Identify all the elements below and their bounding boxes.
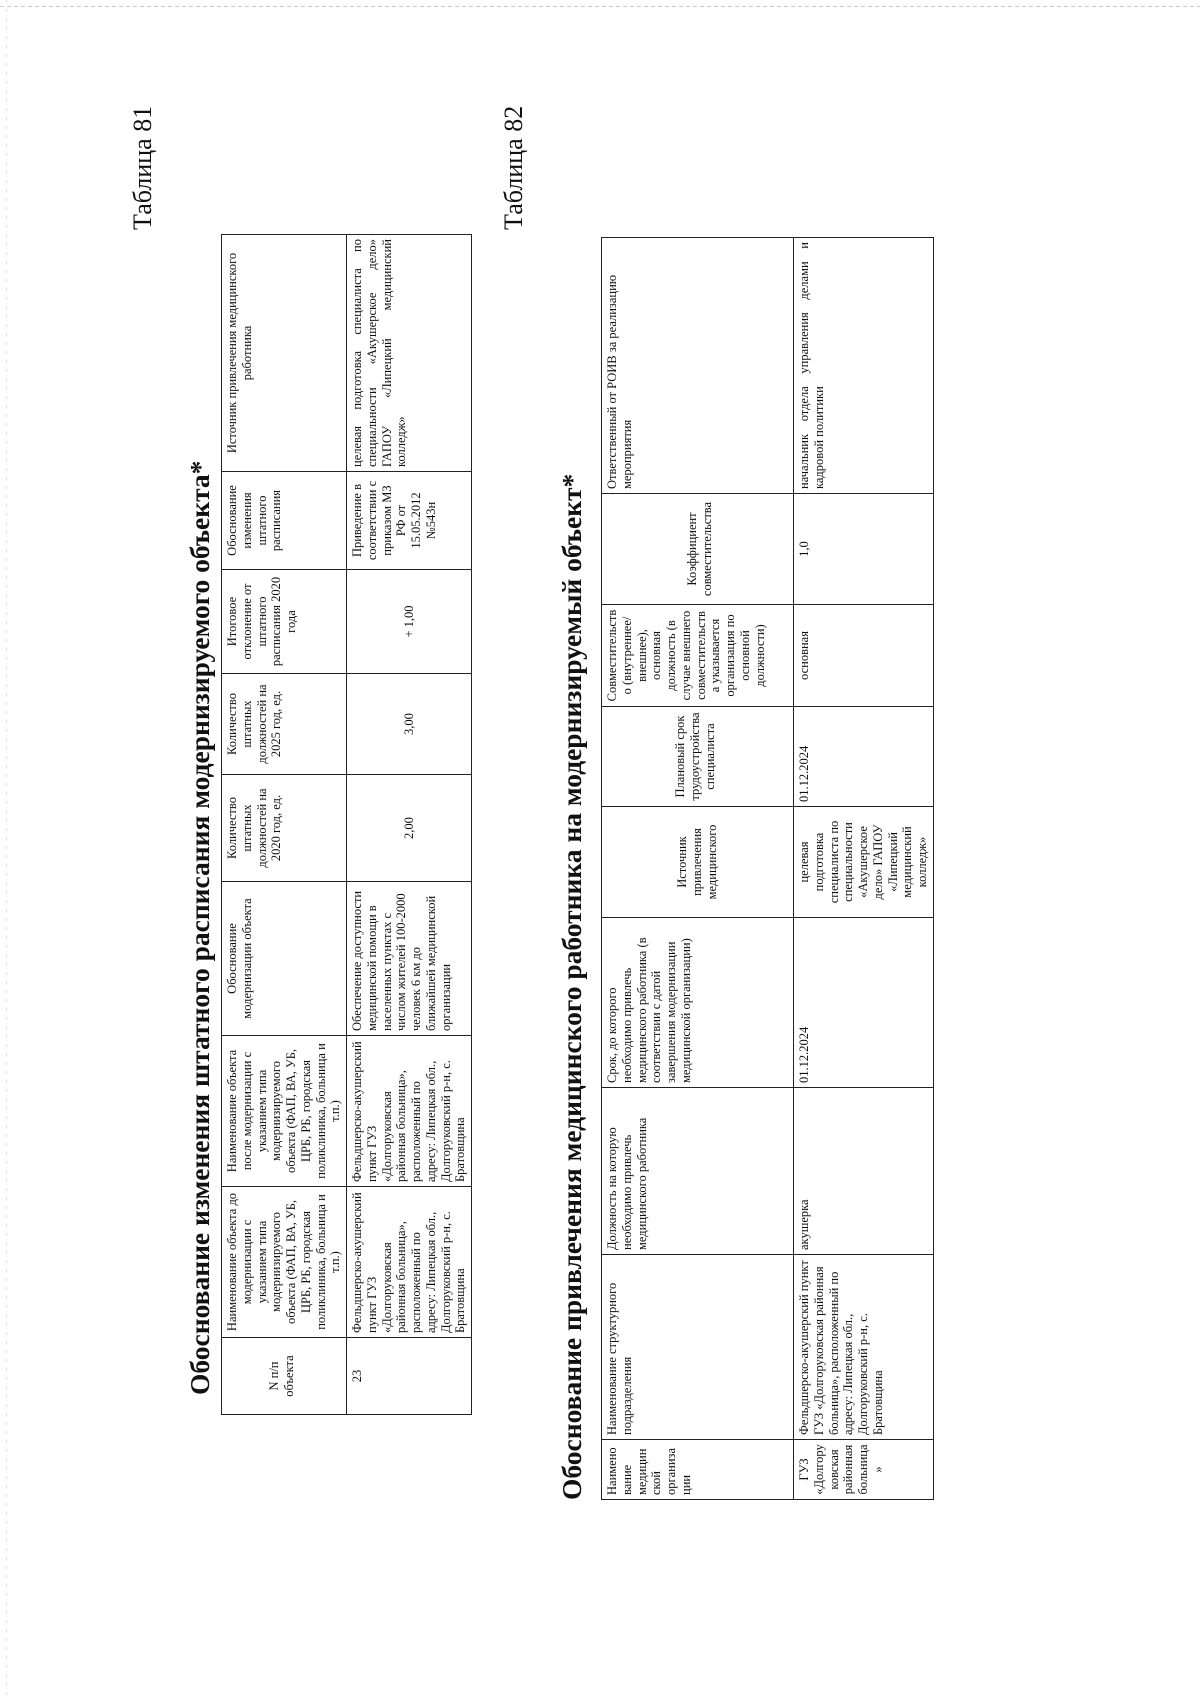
t81-head-reason: Обоснование модернизации объекта (222, 882, 347, 1036)
t82-cell-position: акушерка (794, 1088, 934, 1255)
t81-cell-reason: Обеспечение доступности медицинской помощи в населенных пунктах с числом жителей 100-2000 человек 6 км до ближайшей медицинской организации (347, 882, 472, 1036)
t81-head-deviation: Итоговое отклонение от штатного расписания 2020 года (222, 570, 347, 674)
t81-cell-count-2020: 2,00 (347, 775, 472, 882)
t82-cell-org: ГУЗ «Долгоруковская районная больница» (794, 1440, 934, 1500)
t82-head-coefficient: Коэффициент совместительства (602, 494, 794, 605)
t82-cell-hire-date: 01.12.2024 (794, 707, 934, 807)
table-81 (221, 234, 472, 1415)
t82-head-position: Должность на которую необходимо привлечь медицинского работника (602, 1088, 794, 1255)
table-81-header-row (222, 235, 347, 1415)
t82-cell-source: целевая подготовка специалиста по специальности «Акушерское дело» ГАПОУ «Липецкий медицинский колледж» (794, 807, 934, 918)
t81-head-num: N п/п объекта (222, 1338, 347, 1415)
table-82-title: Обоснование привлечения медицинского работника на модернизируемый объект* (556, 473, 587, 1500)
t81-cell-num: 23 (347, 1338, 472, 1415)
t81-head-source: Источник привлечения медицинского работника (222, 235, 347, 472)
scan-edge-left (6, 0, 7, 1697)
t81-head-justification: Обоснование изменения штатного расписания (222, 472, 347, 570)
t82-cell-subdivision: Фельдшерско-акушерский пункт ГУЗ «Долгоруковская районная больница», расположенный по адресу: Липецкая обл., Долгоруковский р-н, с. Братовщина (794, 1255, 934, 1440)
t82-head-part-time: Совместительство (внутреннее/внешнее), основная должность (в случае внешнего совместительства указывается организация по основной должности) (602, 605, 794, 707)
t81-head-count-2020: Количество штатных должностей на 2020 год, ед. (222, 775, 347, 882)
table-row (794, 238, 934, 1500)
t82-head-source: Источник привлечения медицинского (602, 807, 794, 918)
t81-cell-deviation: + 1,00 (347, 570, 472, 674)
table-81-label: Таблица 81 (128, 105, 157, 230)
t82-cell-coefficient: 1,0 (794, 494, 934, 605)
rotated-page (16, 40, 1166, 1640)
t81-head-after: Наименование объекта после модернизации с указанием типа модернизируемого объекта (ФАП, ВА, УБ, ЦРБ, РБ, городская поликлиника, больница и т.п.) (222, 1036, 347, 1187)
t82-cell-part-time: основная (794, 605, 934, 707)
t81-cell-source: целевая подготовка специалиста по специальности «Акушерское дело» ГАПОУ «Липецкий медицинский колледж» (347, 235, 472, 472)
t82-head-responsible: Ответственный от РОИВ за реализацию мероприятия (602, 238, 794, 494)
t82-cell-deadline: 01.12.2024 (794, 918, 934, 1088)
scan-edge-top (0, 6, 1200, 7)
table-82 (601, 237, 934, 1500)
t81-cell-justification: Приведение в соответствии с приказом МЗ РФ от 15.05.2012 №543н (347, 472, 472, 570)
table-row (347, 235, 472, 1415)
t82-head-org: Наименование медицинской организации (602, 1440, 794, 1500)
t82-cell-responsible: начальник отдела управления делами и кадровой политики (794, 238, 934, 494)
t81-cell-count-2025: 3,00 (347, 674, 472, 775)
t81-head-count-2025: Количество штатных должностей на 2025 год, ед. (222, 674, 347, 775)
table-82-header-row (602, 238, 794, 1500)
table-81-title: Обоснование изменения штатного расписания модернизируемого объекта* (184, 460, 215, 1395)
t82-head-deadline: Срок, до которого необходимо привлечь медицинского работника (в соответствии с датой завершения модернизации медицинской организации) (602, 918, 794, 1088)
t81-head-before: Наименование объекта до модернизации с указанием типа модернизируемого объекта (ФАП, ВА, УБ, ЦРБ, РБ, городская поликлиника, больница и т.п.) (222, 1187, 347, 1338)
t81-cell-before: Фельдшерско-акушерский пункт ГУЗ «Долгоруковская районная больница», расположенный по адресу: Липецкая обл., Долгоруковский р-н, с. Братовщина (347, 1187, 472, 1338)
table-82-label: Таблица 82 (499, 105, 528, 230)
t82-head-hire-date: Плановый срок трудоустройства специалиста (602, 707, 794, 807)
t82-head-subdivision: Наименование структурного подразделения (602, 1255, 794, 1440)
t81-cell-after: Фельдшерско-акушерский пункт ГУЗ «Долгоруковская районная больница», расположенный по адресу: Липецкая обл., Долгоруковский р-н, с. Братовщина (347, 1036, 472, 1187)
